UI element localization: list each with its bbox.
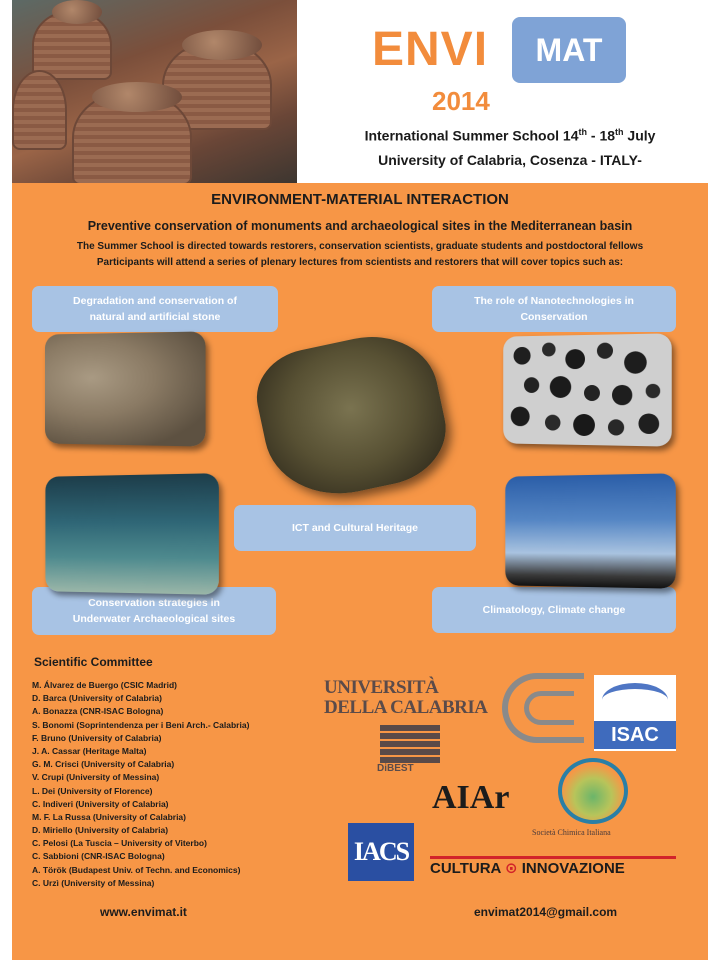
topic-stone-line1: Degradation and conservation of	[73, 295, 237, 307]
logo-cultura: CULTURA	[430, 860, 501, 877]
committee-member: M. F. La Russa (University of Calabria)	[32, 811, 186, 822]
logo-dibest: DiBEST	[377, 763, 414, 774]
dome-cap	[92, 82, 182, 112]
committee-member: D. Miriello (University of Calabria)	[32, 825, 169, 836]
image-underwater-diver	[45, 473, 218, 595]
image-cloudy-sky	[505, 473, 675, 588]
topic-ict-label: ICT and Cultural Heritage	[291, 522, 418, 534]
topic-stone-line2: natural and artificial stone	[89, 311, 221, 323]
logo-sci-text: Società Chimica Italiana	[532, 828, 611, 837]
committee-member: M. Álvarez de Buergo (CSIC Madrid)	[32, 680, 177, 690]
topic-underwater-line2: Underwater Archaeological sites	[72, 613, 236, 625]
committee-member: C. Sabbioni (CNR-ISAC Bologna)	[32, 851, 165, 862]
logo-dibest-mark	[380, 723, 440, 763]
school-location: University of Calabria, Cosenza - ITALY-	[378, 152, 642, 168]
logo-cnr-inner	[524, 691, 574, 725]
committee-member: J. A. Cassar (Heritage Malta)	[32, 745, 147, 756]
committee-member: L. Dei (University of Florence)	[32, 785, 153, 796]
logo-mat: MAT	[535, 32, 603, 68]
topic-climate-label: Climatology, Climate change	[482, 604, 626, 616]
dome-cap	[182, 30, 262, 60]
committee-member: A. Török (Budapest Univ. of Techn. and Economics)	[32, 864, 241, 875]
topic-underwater-line1: Conservation strategies in	[88, 597, 220, 609]
image-nanoparticles	[503, 333, 671, 446]
main-title: ENVIRONMENT-MATERIAL INTERACTION	[211, 191, 509, 208]
logo-unical-line1: UNIVERSITÀ	[324, 677, 439, 698]
committee-member: C. Urzì (University of Messina)	[32, 877, 155, 888]
committee-title: Scientific Committee	[34, 655, 153, 669]
committee-member: C. Indiveri (University of Calabria)	[32, 798, 169, 809]
school-dates-sup2: th	[615, 127, 624, 137]
topic-nano-line1: The role of Nanotechnologies in	[474, 295, 634, 307]
logo-isac-text: ISAC	[594, 721, 676, 749]
logo-year: 2014	[432, 86, 490, 116]
committee-member: C. Pelosi (La Tuscia – University of Viterbo)	[32, 838, 207, 849]
school-dates-sup1: th	[578, 127, 587, 137]
isac-wave-icon	[602, 683, 668, 717]
image-archaeological-site	[248, 324, 455, 508]
logo-mat-box	[512, 17, 626, 83]
school-dates	[300, 127, 720, 144]
main-panel	[12, 183, 708, 960]
topic-ict	[234, 505, 476, 551]
logo-envi: ENVI	[372, 23, 489, 76]
website-link[interactable]: www.envimat.it	[100, 905, 187, 919]
topic-underwater	[32, 587, 276, 635]
logo-unical-line2: DELLA CALABRIA	[324, 697, 488, 718]
school-dates-pre: International Summer School 14	[364, 127, 579, 144]
logo-isac	[594, 675, 676, 751]
committee-member: A. Bonazza (CNR-ISAC Bologna)	[32, 706, 164, 717]
topic-nano-line2: Conservation	[520, 311, 588, 323]
committee-list	[32, 679, 249, 890]
school-dates-post: July	[623, 127, 656, 144]
topic-stone	[32, 286, 278, 332]
committee-member: S. Bonomi (Soprintendenza per i Beni Arch.- Calabria)	[32, 719, 250, 730]
description-line-2: Participants will attend a series of plenary lectures from scientists and restorers that will cover topics such as:	[96, 257, 624, 268]
logo-unical	[324, 678, 494, 718]
committee-member: F. Bruno (University of Calabria)	[32, 732, 162, 743]
header-photo-churches	[12, 0, 297, 183]
logo-cultura-innovazione: CULTURA ⊙ INNOVAZIONE	[430, 860, 625, 877]
committee-member: V. Crupi (University of Messina)	[32, 772, 160, 783]
school-dates-mid: - 18	[587, 127, 616, 144]
dome	[12, 70, 67, 150]
logo-iacs: IACS	[348, 823, 414, 881]
email-link[interactable]: envimat2014@gmail.com	[474, 905, 618, 919]
logo-innovazione: INNOVAZIONE	[521, 860, 625, 877]
logo-aiar: AIAr	[432, 779, 510, 816]
description-line-1: The Summer School is directed towards restorers, conservation scientists, graduate students and postdoctoral fellows	[76, 241, 644, 252]
dome-cap	[52, 0, 102, 24]
committee-member: G. M. Crisci (University of Calabria)	[32, 759, 175, 770]
image-stone-relief	[45, 331, 206, 446]
committee-member: D. Barca (University of Calabria)	[32, 693, 162, 704]
topic-climate	[432, 587, 676, 633]
main-subtitle: Preventive conservation of monuments and archaeological sites in the Mediterranean basin	[87, 219, 633, 233]
logo-sci-emblem	[558, 758, 628, 824]
nanoparticles-graphic	[503, 333, 671, 446]
topic-nano	[432, 286, 676, 332]
